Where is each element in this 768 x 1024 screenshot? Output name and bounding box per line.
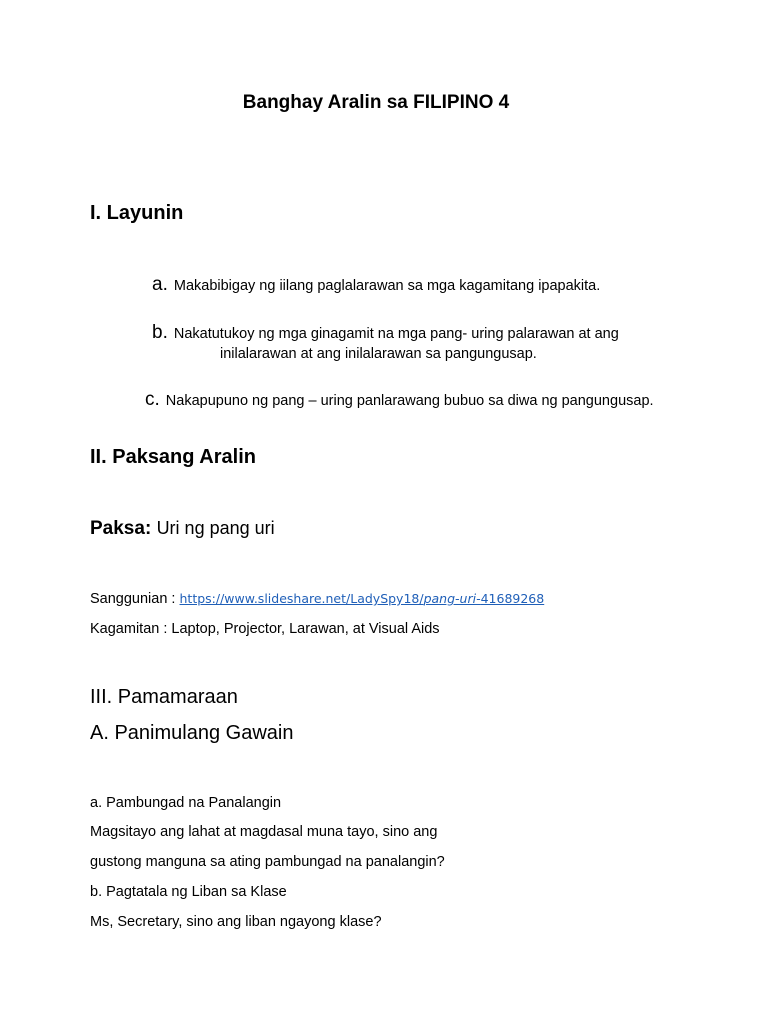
sanggunian-label: Sanggunian : <box>90 591 176 607</box>
sanggunian-line <box>90 591 544 607</box>
section-heading-paksang-aralin: II. Paksang Aralin <box>90 446 256 468</box>
reference-link-italic: pang-uri- <box>423 591 481 606</box>
section-heading-pamamaraan: III. Pamamaraan <box>90 686 238 708</box>
list-item: a. Pambungad na Panalangin <box>90 795 282 811</box>
objective-text-continued: inilalarawan at ang inilalarawan sa pangungusap. <box>220 346 537 362</box>
document-title: Banghay Aralin sa FILIPINO 4 <box>242 92 510 113</box>
objective-marker: c. <box>145 389 160 410</box>
subheading-panimulang-gawain: A. Panimulang Gawain <box>90 722 294 744</box>
list-item: Ms, Secretary, sino ang liban ngayong klase? <box>90 914 382 930</box>
objective-marker: b. <box>152 322 168 343</box>
objective-item-b <box>152 322 619 344</box>
reference-link[interactable] <box>180 591 545 606</box>
reference-link-end: 41689268 <box>480 591 545 606</box>
paksa-value: Uri ng pang uri <box>156 518 275 538</box>
objective-item-c <box>145 389 654 411</box>
objective-text: Nakatutukoy ng mga ginagamit na mga pang- uring palarawan at ang <box>173 326 619 342</box>
paksa-label: Paksa: <box>90 518 152 539</box>
list-item: b. Pagtatala ng Liban sa Klase <box>90 884 287 900</box>
section-heading-layunin: I. Layunin <box>90 202 184 224</box>
list-item: gustong manguna sa ating pambungad na panalangin? <box>90 854 445 870</box>
objective-marker: a. <box>152 274 168 295</box>
objective-item-a <box>152 274 600 296</box>
objective-text: Nakapupuno ng pang – uring panlarawang bubuo sa diwa ng pangungusap. <box>165 393 654 409</box>
paksa-line <box>90 518 275 540</box>
objective-text: Makabibigay ng iilang paglalarawan sa mga kagamitang ipapakita. <box>173 278 601 294</box>
reference-link-main: https://www.slideshare.net/LadySpy18/ <box>179 591 424 606</box>
list-item: Magsitayo ang lahat at magdasal muna tayo, sino ang <box>90 824 438 840</box>
kagamitan-line: Kagamitan : Laptop, Projector, Larawan, at Visual Aids <box>90 621 440 637</box>
